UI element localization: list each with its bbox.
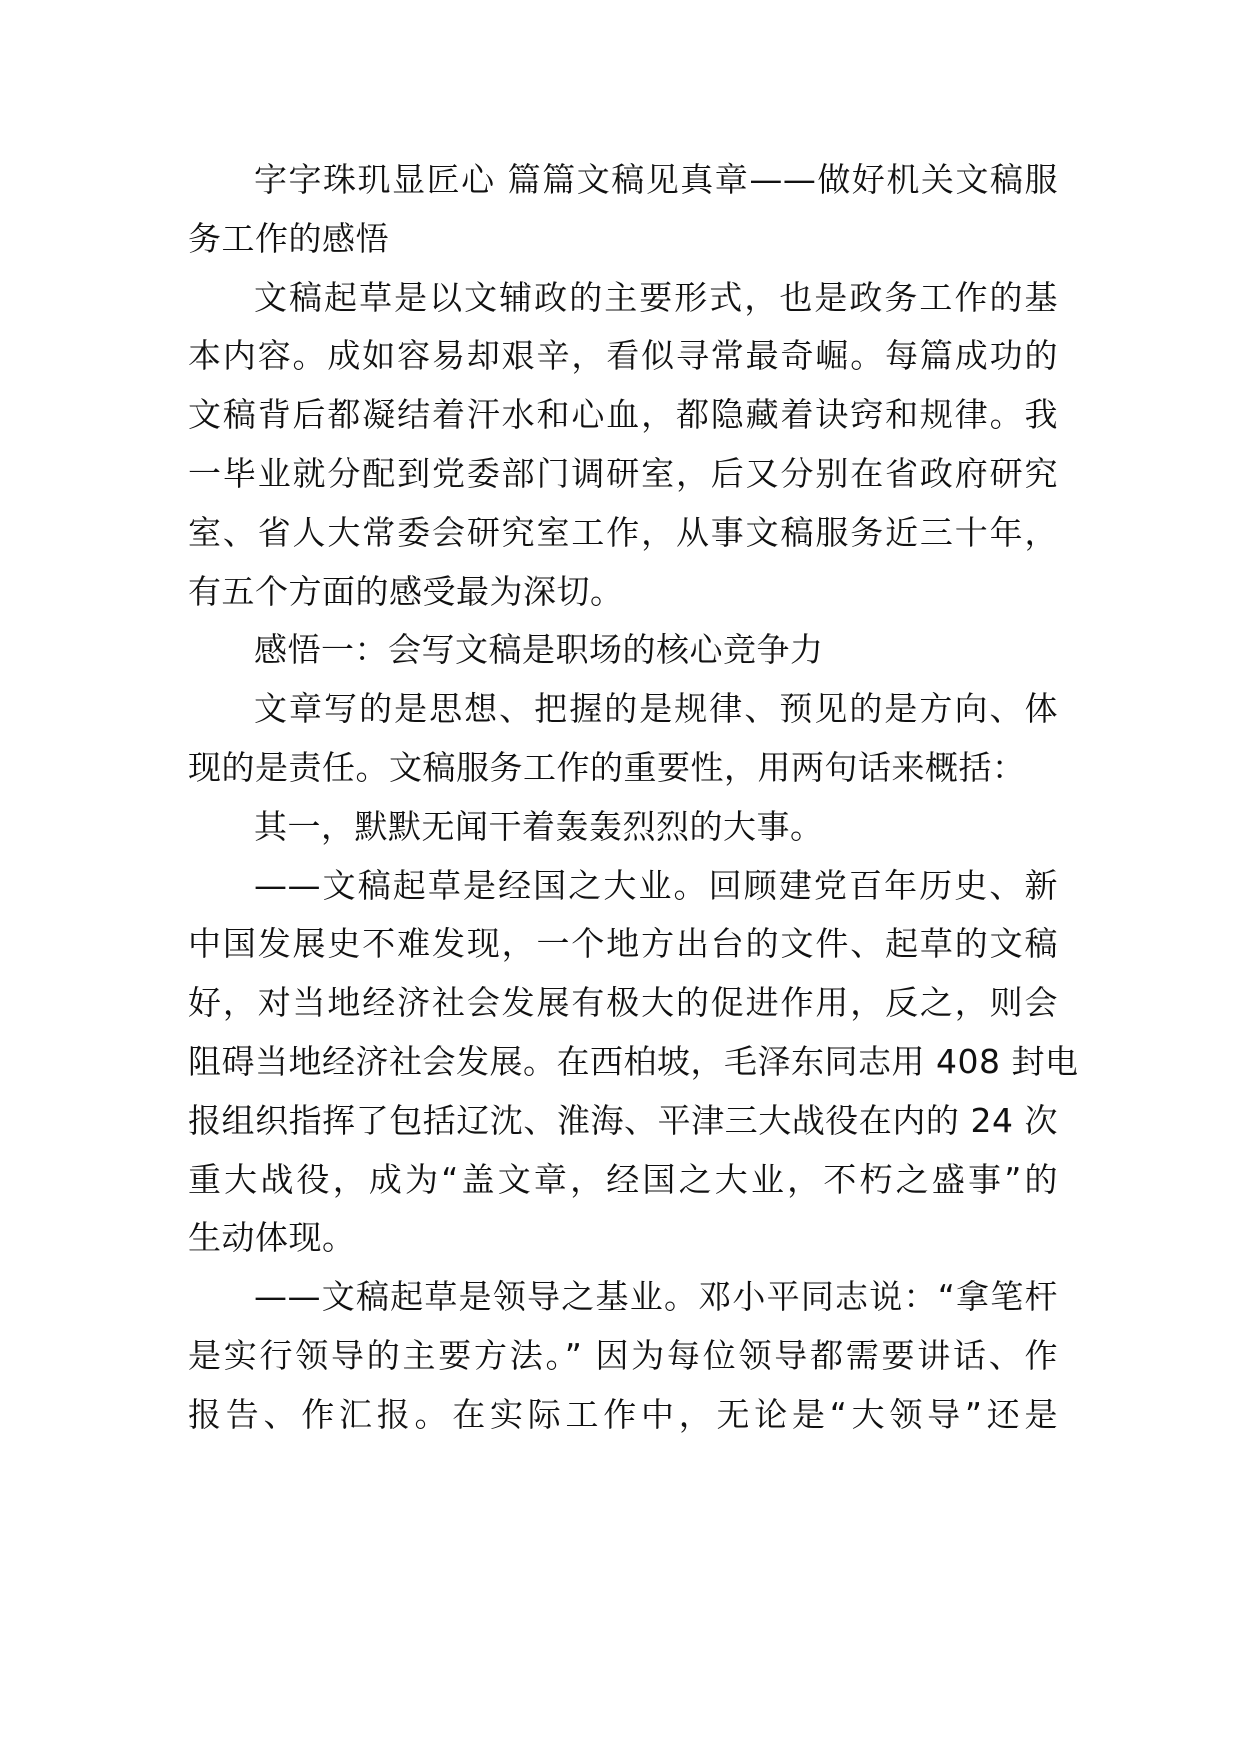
body-text-line: 文章写的是思想、把握的是规律、预见的是方向、体: [254, 689, 1058, 728]
body-text-line: 报组织指挥了包括辽沈、淮海、平津三大战役在内的 24 次: [188, 1101, 1058, 1140]
body-text-line: 有五个方面的感受最为深切。: [188, 572, 624, 611]
body-text-line: ——文稿起草是经国之大业。回顾建党百年历史、新: [254, 866, 1058, 905]
body-text-line: 报告、作汇报。在实际工作中，无论是“大领导”还是: [188, 1395, 1058, 1434]
body-text-line: 文稿背后都凝结着汗水和心血，都隐藏着诀窍和规律。我: [188, 395, 1058, 434]
document-title-line: 字字珠玑显匠心 篇篇文稿见真章——做好机关文稿服: [254, 160, 1058, 199]
body-text-line: 好，对当地经济社会发展有极大的促进作用，反之，则会: [188, 983, 1058, 1022]
body-text-line: 生动体现。: [188, 1218, 356, 1257]
body-text-line: 室、省人大常委会研究室工作，从事文稿服务近三十年，: [188, 513, 1058, 552]
document-title-line-cont: 务工作的感悟: [188, 219, 389, 258]
body-text-line: 其一，默默无闻干着轰轰烈烈的大事。: [254, 807, 824, 846]
body-text-line: 阻碍当地经济社会发展。在西柏坡，毛泽东同志用 408 封电: [188, 1042, 1079, 1081]
body-text-line: 文稿起草是以文辅政的主要形式，也是政务工作的基: [254, 278, 1058, 317]
body-text-line: 一毕业就分配到党委部门调研室，后又分别在省政府研究: [188, 454, 1058, 493]
body-text-line: 感悟一：会写文稿是职场的核心竞争力: [254, 630, 824, 669]
body-text-line: 中国发展史不难发现，一个地方出台的文件、起草的文稿: [188, 924, 1058, 963]
body-text-line: 是实行领导的主要方法。” 因为每位领导都需要讲话、作: [188, 1336, 1058, 1375]
body-text-line: 现的是责任。文稿服务工作的重要性，用两句话来概括：: [188, 748, 1026, 787]
body-text-line: 本内容。成如容易却艰辛，看似寻常最奇崛。每篇成功的: [188, 336, 1058, 375]
body-text-line: 重大战役，成为“盖文章，经国之大业，不朽之盛事”的: [188, 1160, 1058, 1199]
body-text-line: ——文稿起草是领导之基业。邓小平同志说：“拿笔杆: [254, 1277, 1058, 1316]
